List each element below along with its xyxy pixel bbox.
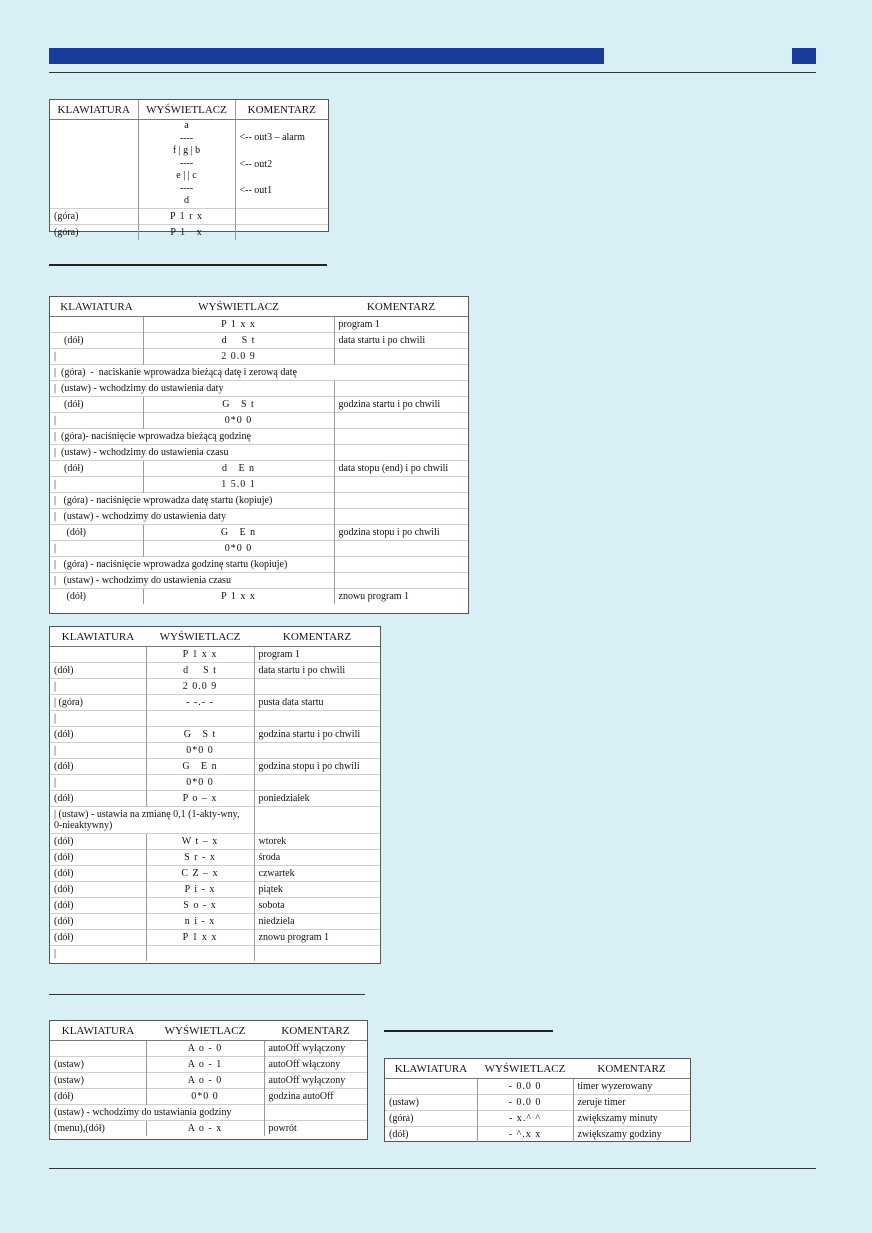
col-header-wyswietlacz: WYŚWIETLACZ <box>146 627 254 647</box>
table-row: (dół) S r - x środa <box>50 850 380 866</box>
table-row: | (góra) - naciśnięcie wprowadza godzinę startu (kopiuje) <box>50 557 468 573</box>
table-row: | <box>50 946 380 962</box>
table-row: (dół) n i - x niedziela <box>50 914 380 930</box>
table-row: (dół) G E n godzina stopu i po chwili <box>50 525 468 541</box>
table-row: (dół) G S t godzina startu i po chwili <box>50 727 380 743</box>
col-header-wyswietlacz: WYŚWIETLACZ <box>143 297 334 317</box>
col-header-komentarz: KOMENTARZ <box>264 1021 367 1041</box>
table-row: (dół) d E n data stopu (end) i po chwili <box>50 461 468 477</box>
table-row: - 0.0 0 timer wyzerowany <box>385 1079 690 1095</box>
col-header-klawiatura: KLAWIATURA <box>385 1059 477 1079</box>
header-page-marker <box>792 48 816 64</box>
table-row: (dół) 0*0 0 godzina autoOff <box>50 1089 367 1105</box>
footer-rule <box>49 1168 816 1169</box>
table-row: | 0*0 0 <box>50 775 380 791</box>
table-row: (ustaw) - wchodzimy do ustawiania godziny <box>50 1105 367 1121</box>
segment-table <box>49 99 329 238</box>
table-row: (dół) G S t godzina startu i po chwili <box>50 397 468 413</box>
table-row: | (ustaw) - ustawia na zmianę 0,1 (1-akty-wny, 0-nieaktywny) <box>50 807 380 834</box>
table-row: (dół) P i - x piątek <box>50 882 380 898</box>
table-row: (dół) W t – x wtorek <box>50 834 380 850</box>
table-row: (dół) S o - x sobota <box>50 898 380 914</box>
table-row: | 0*0 0 <box>50 541 468 557</box>
section-rule <box>384 1030 553 1032</box>
table-row: (góra) - x.^ ^ zwiększamy minuty <box>385 1111 690 1127</box>
col-header-wyswietlacz: WYŚWIETLACZ <box>146 1021 264 1041</box>
table-row: (ustaw) - 0.0 0 zeruje timer <box>385 1095 690 1111</box>
table-row: | 2 0.0 9 <box>50 679 380 695</box>
col-header-komentarz: KOMENTARZ <box>254 627 380 647</box>
table-row: | (góra) - naciskanie wprowadza bieżącą datę i zerową datę <box>50 365 468 381</box>
col-header-klawiatura: KLAWIATURA <box>50 627 146 647</box>
col-header-klawiatura: KLAWIATURA <box>50 297 143 317</box>
table-row: | (ustaw) - wchodzimy do ustawienia czasu <box>50 445 468 461</box>
autooff-table <box>49 1020 368 1140</box>
col-header-komentarz: KOMENTARZ <box>573 1059 690 1079</box>
table-row: | (ustaw) - wchodzimy do ustawienia czasu <box>50 573 468 589</box>
table-row: | 2 0.0 9 <box>50 349 468 365</box>
table-row: | (ustaw) - wchodzimy do ustawienia daty <box>50 509 468 525</box>
table-row: (góra) P 1 r x <box>50 209 328 225</box>
table-row: | (góra) - -.- - pusta data startu <box>50 695 380 711</box>
col-header-komentarz: KOMENTARZ <box>235 100 328 120</box>
table-row: P 1 x x program 1 <box>50 647 380 663</box>
table-row: (góra) P 1 x <box>50 225 328 241</box>
table-row: (ustaw) A o - 1 autoOff włączony <box>50 1057 367 1073</box>
weekday-table <box>49 626 381 964</box>
table-row: P 1 x x program 1 <box>50 317 468 333</box>
table-row: (dół) P 1 x x znowu program 1 <box>50 930 380 946</box>
table-row: (dół) G E n godzina stopu i po chwili <box>50 759 380 775</box>
segment-diagram: a ---- f | g | b ---- e | | c ---- d <box>138 120 235 209</box>
table-row: | (góra)- naciśnięcie wprowadza bieżącą godzinę <box>50 429 468 445</box>
table-row: (ustaw) A o - 0 autoOff wyłączony <box>50 1073 367 1089</box>
table-row: | 1 5.0 1 <box>50 477 468 493</box>
col-header-klawiatura: KLAWIATURA <box>50 1021 146 1041</box>
table-row: | <box>50 711 380 727</box>
table-row: | 0*0 0 <box>50 743 380 759</box>
header-bar <box>49 48 604 64</box>
table-row: (dół) P o – x poniedziałek <box>50 791 380 807</box>
table-row: (dół) P 1 x x znowu program 1 <box>50 589 468 605</box>
section-rule <box>49 994 365 995</box>
table-row: (dół) d S t data startu i po chwili <box>50 663 380 679</box>
col-header-komentarz: KOMENTARZ <box>334 297 468 317</box>
table-row: A o - 0 autoOff wyłączony <box>50 1041 367 1057</box>
table-row: (dół) C Z – x czwartek <box>50 866 380 882</box>
table-row: | (góra) - naciśnięcie wprowadza datę startu (kopiuje) <box>50 493 468 509</box>
col-header-wyswietlacz: WYŚWIETLACZ <box>138 100 235 120</box>
header-rule <box>49 72 816 73</box>
timer-table <box>384 1058 691 1142</box>
table-row: | 0*0 0 <box>50 413 468 429</box>
table-row: (menu),(dół) A o - x powrót <box>50 1121 367 1137</box>
table-row: (dół) - ^.x x zwiększamy godziny <box>385 1127 690 1143</box>
section-rule <box>49 264 327 266</box>
table-row: | (ustaw) - wchodzimy do ustawienia daty <box>50 381 468 397</box>
table-row: (dół) d S t data startu i po chwili <box>50 333 468 349</box>
program-table <box>49 296 469 614</box>
col-header-klawiatura: KLAWIATURA <box>50 100 138 120</box>
segment-comments: <-- out3 – alarm <-- out2 <-- out1 <box>235 120 328 209</box>
col-header-wyswietlacz: WYŚWIETLACZ <box>477 1059 573 1079</box>
